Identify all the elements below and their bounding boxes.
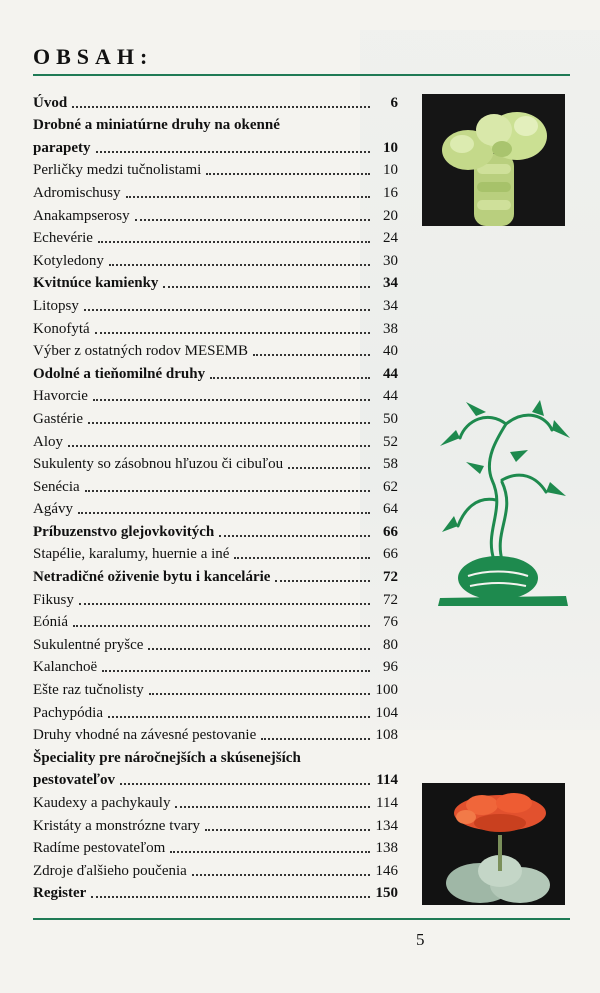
toc-entry-page: 146 [375,862,398,879]
dot-leader [210,376,370,379]
dot-leader [102,669,370,672]
toc-entry-page: 10 [383,162,398,179]
red-flowering-succulent-photo [422,783,565,905]
dot-leader [72,105,370,108]
toc-entry [33,812,398,835]
toc-entry-page: 76 [383,614,398,631]
toc-entry-page: 134 [375,817,398,834]
toc-entry-title: Stapélie, karalumy, huernie a iné [33,546,230,563]
toc-entry [33,179,398,202]
toc-entry-title: Výber z ostatných rodov MESEMB [33,343,248,360]
dot-leader [91,895,370,898]
toc-entry-title: Register [33,885,87,902]
dot-leader [109,263,370,266]
toc-entry-title: Perličky medzi tučnolistami [33,162,202,179]
toc-entry [33,225,398,248]
dot-leader [261,737,370,740]
toc-entry [33,676,398,699]
toc-entry [33,247,398,270]
toc-entry-page: 44 [383,365,398,382]
toc-entry-title: Gastérie [33,410,83,427]
dot-leader [95,331,370,334]
toc-entry-title: pestovateľov [33,772,116,789]
toc-entry-title: Ešte raz tučnolisty [33,682,144,699]
toc-entry-page: 80 [383,636,398,653]
dot-leader [108,715,370,718]
toc-entry-page: 40 [383,343,398,360]
page-number: 5 [416,930,425,949]
toc-entry-title: Eóniá [33,614,68,631]
toc-entry-page: 34 [383,275,398,292]
toc-entry [33,563,398,586]
toc-entry-page: 138 [375,840,398,857]
dot-leader [73,624,370,627]
toc-entry [33,202,398,225]
toc-entry-page: 150 [375,885,398,902]
toc-entry [33,315,398,338]
toc-entry [33,89,398,112]
toc-entry [33,767,398,790]
toc-entry-page: 66 [383,546,398,563]
toc-entry-title: Druhy vhodné na závesné pestovanie [33,727,257,744]
toc-entry [33,835,398,858]
toc-entry [33,880,398,903]
toc-entry-page: 58 [383,456,398,473]
toc-entry-page: 64 [383,501,398,518]
toc-entry-title: Anakampserosy [33,207,130,224]
toc-entry-title: Príbuzenstvo glejovkovitých [33,523,215,540]
toc-entry-page: 50 [383,410,398,427]
toc-entry-title: Adromischusy [33,184,121,201]
toc-entry [33,112,398,135]
toc-entry-page: 72 [383,591,398,608]
dot-leader [234,556,370,559]
dot-leader [78,511,370,514]
toc-entry [33,722,398,745]
toc-entry-page: 16 [383,184,398,201]
dot-leader [219,534,370,537]
toc-entry-title: parapety [33,139,91,156]
dot-leader [93,398,370,401]
dot-leader [79,602,370,605]
toc-entry-title: Kalanchoë [33,659,98,676]
toc-entry-title: Echevérie [33,230,93,247]
toc-entry-page: 34 [383,297,398,314]
dot-leader [205,828,370,831]
toc-entry [33,428,398,451]
toc-entry [33,857,398,880]
toc-entry [33,609,398,632]
toc-entry-title: Sukulentné pryšce [33,636,144,653]
dot-leader [206,172,370,175]
toc-entry-title: Špeciality pre náročnejších a skúsenejších [33,749,301,766]
toc-entry-title: Havorcie [33,388,88,405]
toc-entry-title: Aloy [33,433,63,450]
toc-entry-page: 62 [383,478,398,495]
table-of-contents [33,89,398,902]
toc-entry-page: 66 [383,523,398,540]
toc-entry [33,405,398,428]
toc-entry-page: 24 [383,230,398,247]
toc-entry-page: 6 [390,94,398,111]
toc-entry-title: Netradičné oživenie bytu i kancelárie [33,569,271,586]
green-caudex-plant-drawing [436,400,572,606]
toc-entry-page: 38 [383,320,398,337]
toc-entry [33,338,398,361]
toc-entry-page: 52 [383,433,398,450]
dot-leader [149,692,370,695]
toc-entry [33,654,398,677]
toc-entry-page: 10 [383,139,398,156]
toc-entry [33,631,398,654]
toc-entry-page: 114 [376,795,398,811]
toc-entry-title: Agávy [33,501,73,518]
dot-leader [85,489,370,492]
toc-entry-title: Kristáty a monstrózne tvary [33,817,201,834]
toc-entry-title: Kaudexy a pachykauly [33,795,171,811]
bottom-green-rule [33,918,570,920]
contents-heading: OBSAH: [33,44,154,69]
toc-entry-title: Fikusy [33,591,74,608]
toc-entry [33,789,398,812]
succulent-stack-photo [422,94,565,226]
toc-entry [33,744,398,767]
toc-entry-title: Radíme pestovateľom [33,840,166,857]
toc-entry [33,518,398,541]
dot-leader [192,873,370,876]
toc-entry-page: 96 [383,659,398,676]
toc-entry-title: Drobné a miniatúrne druhy na okenné [33,117,280,134]
toc-entry-title: Senécia [33,478,80,495]
toc-entry-title: Konofytá [33,320,90,337]
toc-entry-page: 104 [375,704,398,721]
toc-entry-title: Kotyledony [33,252,104,269]
toc-entry-page: 72 [383,569,398,586]
toc-entry-title: Odolné a tieňomilné druhy [33,365,206,382]
dot-leader [275,579,370,582]
toc-entry-page: 114 [376,772,398,789]
toc-entry [33,586,398,609]
toc-entry [33,292,398,315]
dot-leader [175,805,370,808]
dot-leader [170,850,370,853]
toc-entry [33,699,398,722]
toc-entry [33,451,398,474]
toc-entry [33,134,398,157]
dot-leader [96,150,371,153]
toc-entry-page: 108 [375,727,398,744]
toc-entry-title: Pachypódia [33,704,103,721]
dot-leader [126,195,371,198]
dot-leader [148,647,370,650]
toc-entry [33,541,398,564]
toc-entry-title: Úvod [33,94,68,111]
toc-entry [33,473,398,496]
dot-leader [163,285,370,288]
dot-leader [135,218,370,221]
toc-entry-title: Sukulenty so zásobnou hľuzou či cibuľou [33,456,284,473]
top-green-rule [33,74,570,76]
toc-entry [33,360,398,383]
toc-entry-title: Zdroje ďalšieho poučenia [33,862,187,879]
toc-entry [33,496,398,519]
toc-entry-page: 20 [383,207,398,224]
toc-entry [33,383,398,406]
dot-leader [68,444,370,447]
toc-entry [33,270,398,293]
toc-entry [33,157,398,180]
dot-leader [88,421,370,424]
toc-entry-page: 30 [383,252,398,269]
dot-leader [120,782,370,785]
dot-leader [98,240,370,243]
toc-entry-page: 44 [383,388,398,405]
dot-leader [253,353,370,356]
dot-leader [288,466,370,469]
dot-leader [84,308,370,311]
toc-entry-title: Litopsy [33,297,79,314]
toc-entry-title: Kvitnúce kamienky [33,275,159,292]
toc-entry-page: 100 [375,682,398,699]
